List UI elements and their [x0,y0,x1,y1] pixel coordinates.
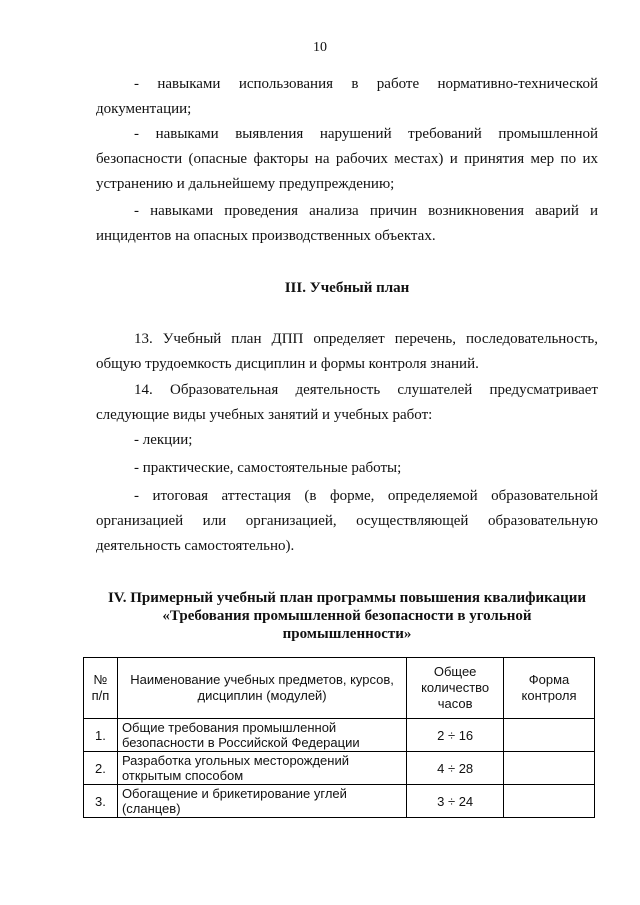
row-num: 2. [84,752,118,785]
row-control [504,785,595,818]
table-row [84,719,595,752]
table-row [84,785,595,818]
row-control [504,752,595,785]
section-3-title: III. Учебный план [284,280,410,296]
header-hours: Общее количество часов [407,658,504,719]
row-num: 3. [84,785,118,818]
row-name: Разработка угольных месторождений открытым способом [117,752,406,785]
paragraph-14: 14. Образовательная деятельность слушателей предусматривает следующие виды учебных занятий и учебных работ: [96,382,598,423]
section-4-title-line-3: промышленности» [282,626,412,642]
activity-item-lectures: - лекции; [134,432,193,448]
section-4-title-line-1: IV. Примерный учебный план программы повышения квалификации [107,590,587,606]
row-hours: 3 ÷ 24 [407,785,504,818]
paragraph-13: 13. Учебный план ДПП определяет перечень, последовательность, общую трудоемкость дисциплин и формы контроля знаний. [96,331,598,372]
row-name: Обогащение и брикетирование углей (сланцев) [117,785,406,818]
header-num: № п/п [84,658,118,719]
skill-item-2: - навыками выявления нарушений требований промышленной безопасности (опасные факторы на рабочих местах) и принятия мер по их устранению и дальнейшему предупреждению; [96,126,598,192]
table-header-row [84,658,595,719]
table-row [84,752,595,785]
row-name: Общие требования промышленной безопасности в Российской Федерации [117,719,406,752]
row-hours: 2 ÷ 16 [407,719,504,752]
row-num: 1. [84,719,118,752]
page-number: 10 [313,40,327,55]
section-4-title-line-2: «Требования промышленной безопасности в угольной [162,608,532,624]
skill-item-3: - навыками проведения анализа причин возникновения аварий и инцидентов на опасных производственных объектах. [96,203,598,244]
skill-item-1: - навыками использования в работе нормативно-технической документации; [96,76,598,117]
header-control: Форма контроля [504,658,595,719]
row-hours: 4 ÷ 28 [407,752,504,785]
row-control [504,719,595,752]
header-name: Наименование учебных предметов, курсов, дисциплин (модулей) [117,658,406,719]
activity-item-attestation: - итоговая аттестация (в форме, определяемой образовательной организацией или организацией, осуществляющей образовательную деятельность самостоятельно). [96,488,598,554]
curriculum-table [83,657,595,818]
activity-item-practical: - практические, самостоятельные работы; [134,460,402,476]
